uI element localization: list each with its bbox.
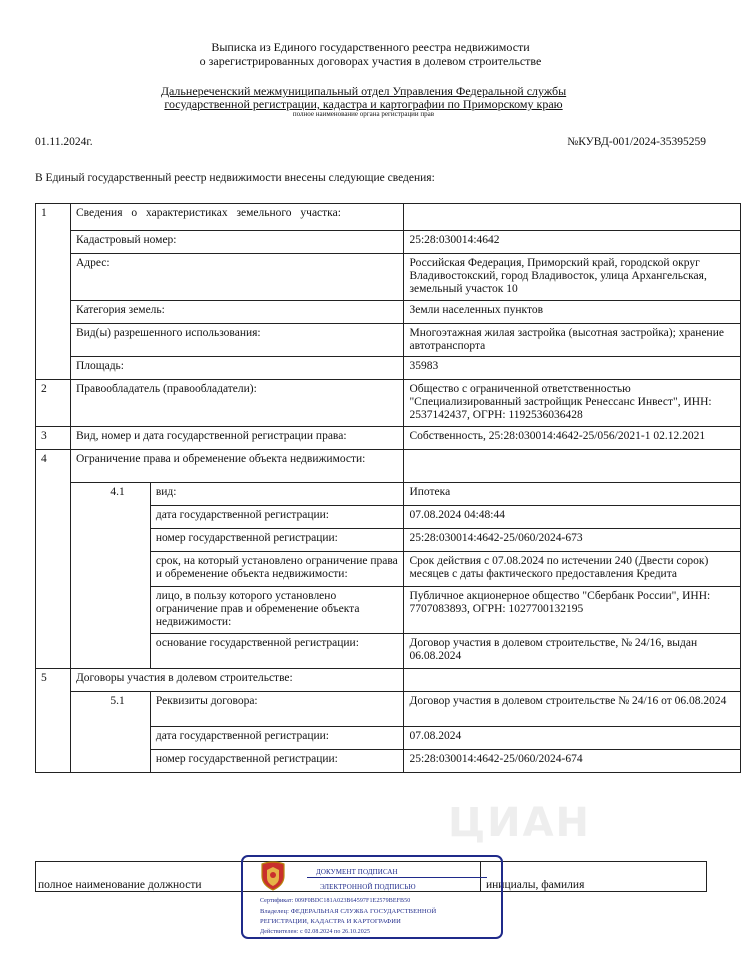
section-title-land [70, 204, 404, 231]
row-number: 1 [36, 204, 71, 380]
contract-number-value: 25:28:030014:4642-25/060/2024-674 [404, 750, 741, 773]
encumbrance-number-label: номер государственной регистрации: [150, 529, 404, 552]
encumbrance-number-value: 25:28:030014:4642-25/060/2024-673 [404, 529, 741, 552]
encumbrance-term-value: Срок действия с 07.08.2024 по истечении 240 (Двести сорок) месяцев с даты фактического предоставления Кредита [404, 552, 741, 587]
right-registration-value: Собственность, 25:28:030014:4642-25/056/2021-1 02.12.2021 [404, 427, 741, 450]
table-row [36, 427, 741, 450]
cadastral-label: Кадастровый номер: [70, 231, 404, 254]
right-registration-label: Вид, номер и дата государственной регистрации права: [70, 427, 404, 450]
intro-text: В Единый государственный реестр недвижимости внесены следующие сведения: [35, 172, 435, 184]
encumbrance-title: Ограничение права и обременение объекта недвижимости: [70, 450, 404, 483]
stamp-certificate: Сертификат: 009F0BDC181A023B64597F1E2579BEFB50 [260, 898, 411, 904]
contracts-title: Договоры участия в долевом строительстве: [70, 669, 404, 692]
contract-details-value: Договор участия в долевом строительстве № 24/16 от 06.08.2024 [404, 692, 741, 727]
authority-name-line2: государственной регистрации, кадастра и картографии по Приморскому краю [164, 97, 563, 111]
table-row [36, 357, 741, 380]
beneficiary-value: Публичное акционерное общество "Сбербанк России", ИНН: 7707083893, ОГРН: 1027700132195 [404, 587, 741, 634]
registry-table [35, 203, 741, 773]
empty-cell [404, 669, 741, 692]
signature-border-left [35, 861, 36, 892]
initials-caption: инициалы, фамилия [486, 879, 585, 891]
contract-number-label: номер государственной регистрации: [150, 750, 404, 773]
stamp-title-1: ДОКУМЕНТ ПОДПИСАН [316, 868, 398, 876]
empty-cell [404, 450, 741, 483]
contract-date-value: 07.08.2024 [404, 727, 741, 750]
registration-basis-value: Договор участия в долевом строительстве, № 24/16, выдан 06.08.2024 [404, 634, 741, 669]
table-row [36, 254, 741, 301]
empty-cell [70, 483, 105, 669]
rightholder-label: Правообладатель (правообладатели): [70, 380, 404, 427]
electronic-signature-stamp [241, 855, 503, 939]
table-row [36, 301, 741, 324]
rosreestr-emblem-icon [260, 861, 286, 891]
encumbrance-kind-value: Ипотека [404, 483, 741, 506]
extract-number: №КУВД-001/2024-35395259 [567, 136, 706, 148]
row-number: 2 [36, 380, 71, 427]
empty-cell [70, 692, 105, 773]
table-row [36, 380, 741, 427]
permitted-use-value: Многоэтажная жилая застройка (высотная застройка); хранение автотранспорта [404, 324, 741, 357]
stamp-owner-line2: РЕГИСТРАЦИИ, КАДАСТРА И КАРТОГРАФИИ [260, 918, 401, 925]
contract-details-label: Реквизиты договора: [150, 692, 404, 727]
table-row [36, 204, 741, 231]
position-caption: полное наименование должности [38, 879, 202, 891]
section-title-text: Сведения о характеристиках земельного участка: [75, 207, 341, 219]
rightholder-value: Общество с ограниченной ответственностью "Специализированный застройщик Ренессанс Инвест", ИНН: 2537142437, ОГРН: 1192536036428 [404, 380, 741, 427]
table-row [36, 450, 741, 483]
extract-title-line1: Выписка из Единого государственного реестра недвижимости [211, 40, 530, 54]
encumbrance-date-value: 07.08.2024 04:48:44 [404, 506, 741, 529]
row-number: 4 [36, 450, 71, 669]
area-value: 35983 [404, 357, 741, 380]
encumbrance-kind-label: вид: [150, 483, 404, 506]
address-value: Российская Федерация, Приморский край, городской округ Владивостокский, город Владивосток, улица Архангельская, земельный участок 10 [404, 254, 741, 301]
stamp-validity: Действителен: с 02.08.2024 по 26.10.2025 [260, 929, 371, 935]
encumbrance-term-label: срок, на который установлено ограничение права и обременение объекта недвижимости: [150, 552, 404, 587]
area-label: Площадь: [70, 357, 404, 380]
table-row [36, 669, 741, 692]
cian-watermark: ЦИАН [448, 800, 592, 846]
authority-name-line1: Дальнереченский межмуниципальный отдел Управления Федеральной службы [160, 84, 567, 98]
cadastral-value: 25:28:030014:4642 [404, 231, 741, 254]
signature-border-right [706, 861, 707, 892]
table-row [36, 324, 741, 357]
beneficiary-label: лицо, в пользу которого установлено ограничение прав и обременение объекта недвижимости: [150, 587, 404, 634]
extract-date: 01.11.2024г. [35, 136, 93, 148]
encumbrance-date-label: дата государственной регистрации: [150, 506, 404, 529]
registration-basis-label: основание государственной регистрации: [150, 634, 404, 669]
permitted-use-label: Вид(ы) разрешенного использования: [70, 324, 404, 357]
table-row [36, 483, 741, 506]
row-number: 3 [36, 427, 71, 450]
contract-date-label: дата государственной регистрации: [150, 727, 404, 750]
address-label: Адрес: [70, 254, 404, 301]
stamp-owner-line1: Владелец: ФЕДЕРАЛЬНАЯ СЛУЖБА ГОСУДАРСТВЕННОЙ [260, 908, 437, 915]
table-row [36, 231, 741, 254]
land-category-value: Земли населенных пунктов [404, 301, 741, 324]
row-number: 5 [36, 669, 71, 773]
table-row [36, 692, 741, 727]
land-category-label: Категория земель: [70, 301, 404, 324]
extract-title-line2: о зарегистрированных договорах участия в долевом строительстве [199, 54, 542, 68]
subsection-number: 5.1 [105, 692, 150, 773]
stamp-title-2: ЭЛЕКТРОННОЙ ПОДПИСЬЮ [320, 883, 416, 891]
empty-cell [404, 204, 741, 231]
subsection-number: 4.1 [105, 483, 150, 669]
stamp-divider [307, 877, 487, 878]
authority-caption: полное наименование органа регистрации прав [292, 110, 435, 118]
